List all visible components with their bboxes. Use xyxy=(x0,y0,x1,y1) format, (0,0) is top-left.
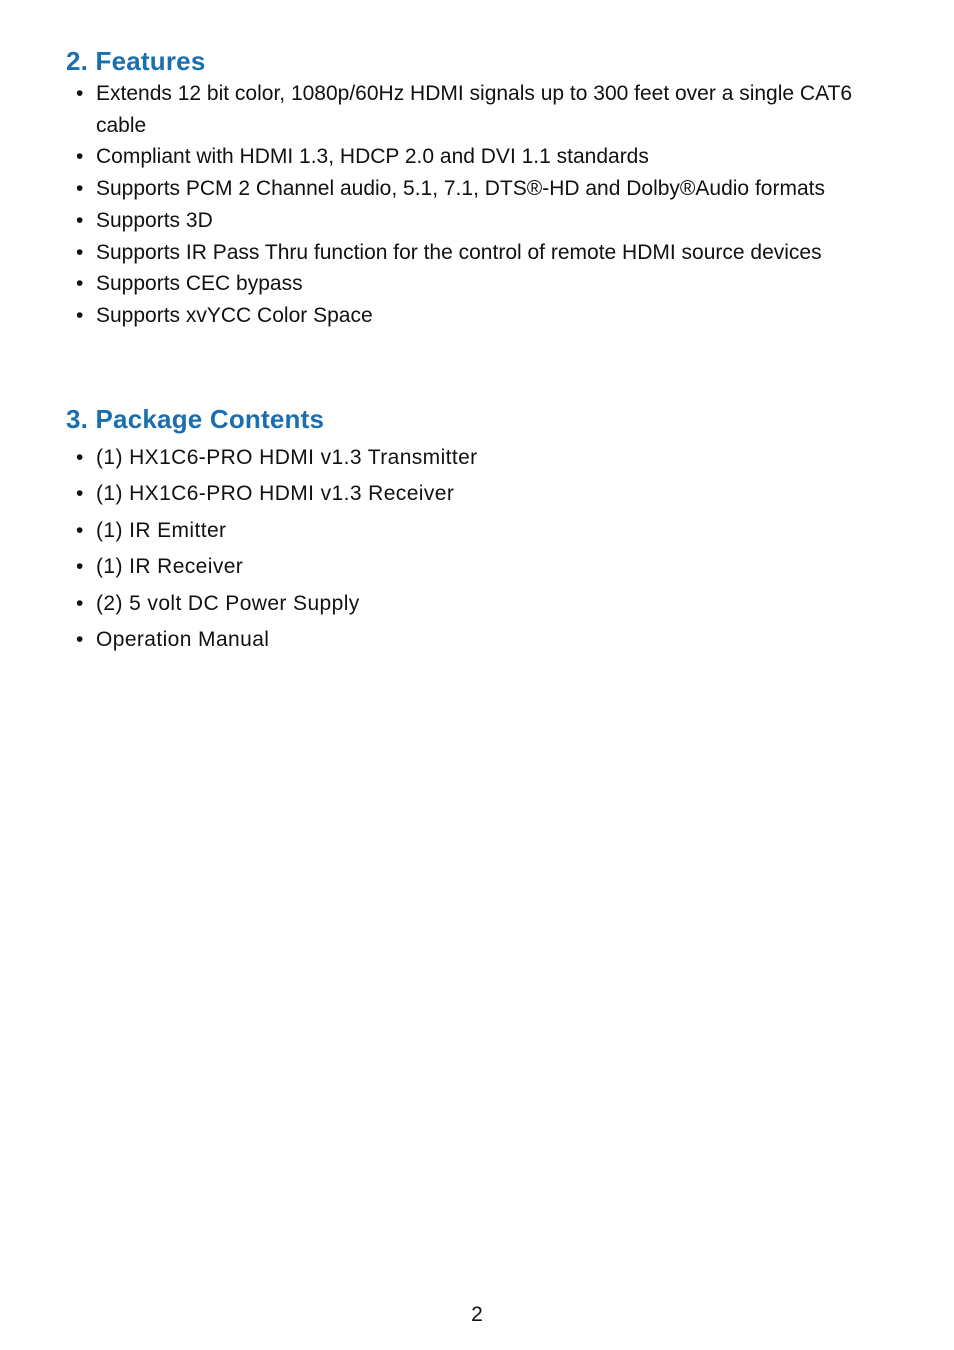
list-item xyxy=(66,268,896,300)
bullet-icon: • xyxy=(76,628,84,652)
features-list xyxy=(66,78,896,332)
bullet-icon: • xyxy=(76,303,84,327)
list-item xyxy=(66,300,896,332)
bullet-icon: • xyxy=(76,555,84,579)
list-item xyxy=(66,622,896,658)
bullet-icon: • xyxy=(76,446,84,469)
bullet-icon: • xyxy=(76,82,84,105)
list-item-text: Compliant with HDMI 1.3, HDCP 2.0 and DVI 1.1 standards xyxy=(96,145,649,169)
list-item-text: Supports PCM 2 Channel audio, 5.1, 7.1, DTS®-HD and Dolby®Audio formats xyxy=(96,177,825,201)
list-item-text: Extends 12 bit color, 1080p/60Hz HDMI signals up to 300 feet over a single CAT6 cable xyxy=(96,82,853,137)
list-item-text: Supports IR Pass Thru function for the control of remote HDMI source devices xyxy=(96,240,822,264)
features-heading: 2. Features xyxy=(66,46,206,76)
list-item xyxy=(66,440,896,476)
package-contents-section xyxy=(66,402,896,658)
list-item xyxy=(66,237,896,269)
bullet-icon: • xyxy=(76,591,84,615)
package-contents-list xyxy=(66,440,896,658)
page-number: 2 xyxy=(471,1303,483,1326)
bullet-icon: • xyxy=(76,518,84,542)
list-item-text: Supports CEC bypass xyxy=(96,272,303,296)
list-item-text: (1) IR Emitter xyxy=(96,518,227,542)
list-item xyxy=(66,476,896,512)
list-item xyxy=(66,141,896,173)
package-contents-heading: 3. Package Contents xyxy=(66,404,325,434)
list-item-text: Supports xvYCC Color Space xyxy=(96,303,373,327)
list-item xyxy=(66,586,896,622)
list-item-text: (1) HX1C6-PRO HDMI v1.3 Receiver xyxy=(96,482,455,506)
list-item xyxy=(66,549,896,585)
list-item xyxy=(66,205,896,237)
bullet-icon: • xyxy=(76,145,84,169)
list-item-text: (2) 5 volt DC Power Supply xyxy=(96,591,360,615)
list-item-text: (1) IR Receiver xyxy=(96,555,244,579)
list-item xyxy=(66,78,896,141)
bullet-icon: • xyxy=(76,240,84,264)
bullet-icon: • xyxy=(76,208,84,232)
bullet-icon: • xyxy=(76,272,84,296)
list-item xyxy=(66,513,896,549)
bullet-icon: • xyxy=(76,177,84,201)
list-item-text: (1) HX1C6-PRO HDMI v1.3 Transmitter xyxy=(96,446,478,469)
bullet-icon: • xyxy=(76,482,84,506)
list-item-text: Operation Manual xyxy=(96,628,270,652)
list-item xyxy=(66,173,896,205)
features-section xyxy=(66,44,896,332)
list-item-text: Supports 3D xyxy=(96,208,213,232)
